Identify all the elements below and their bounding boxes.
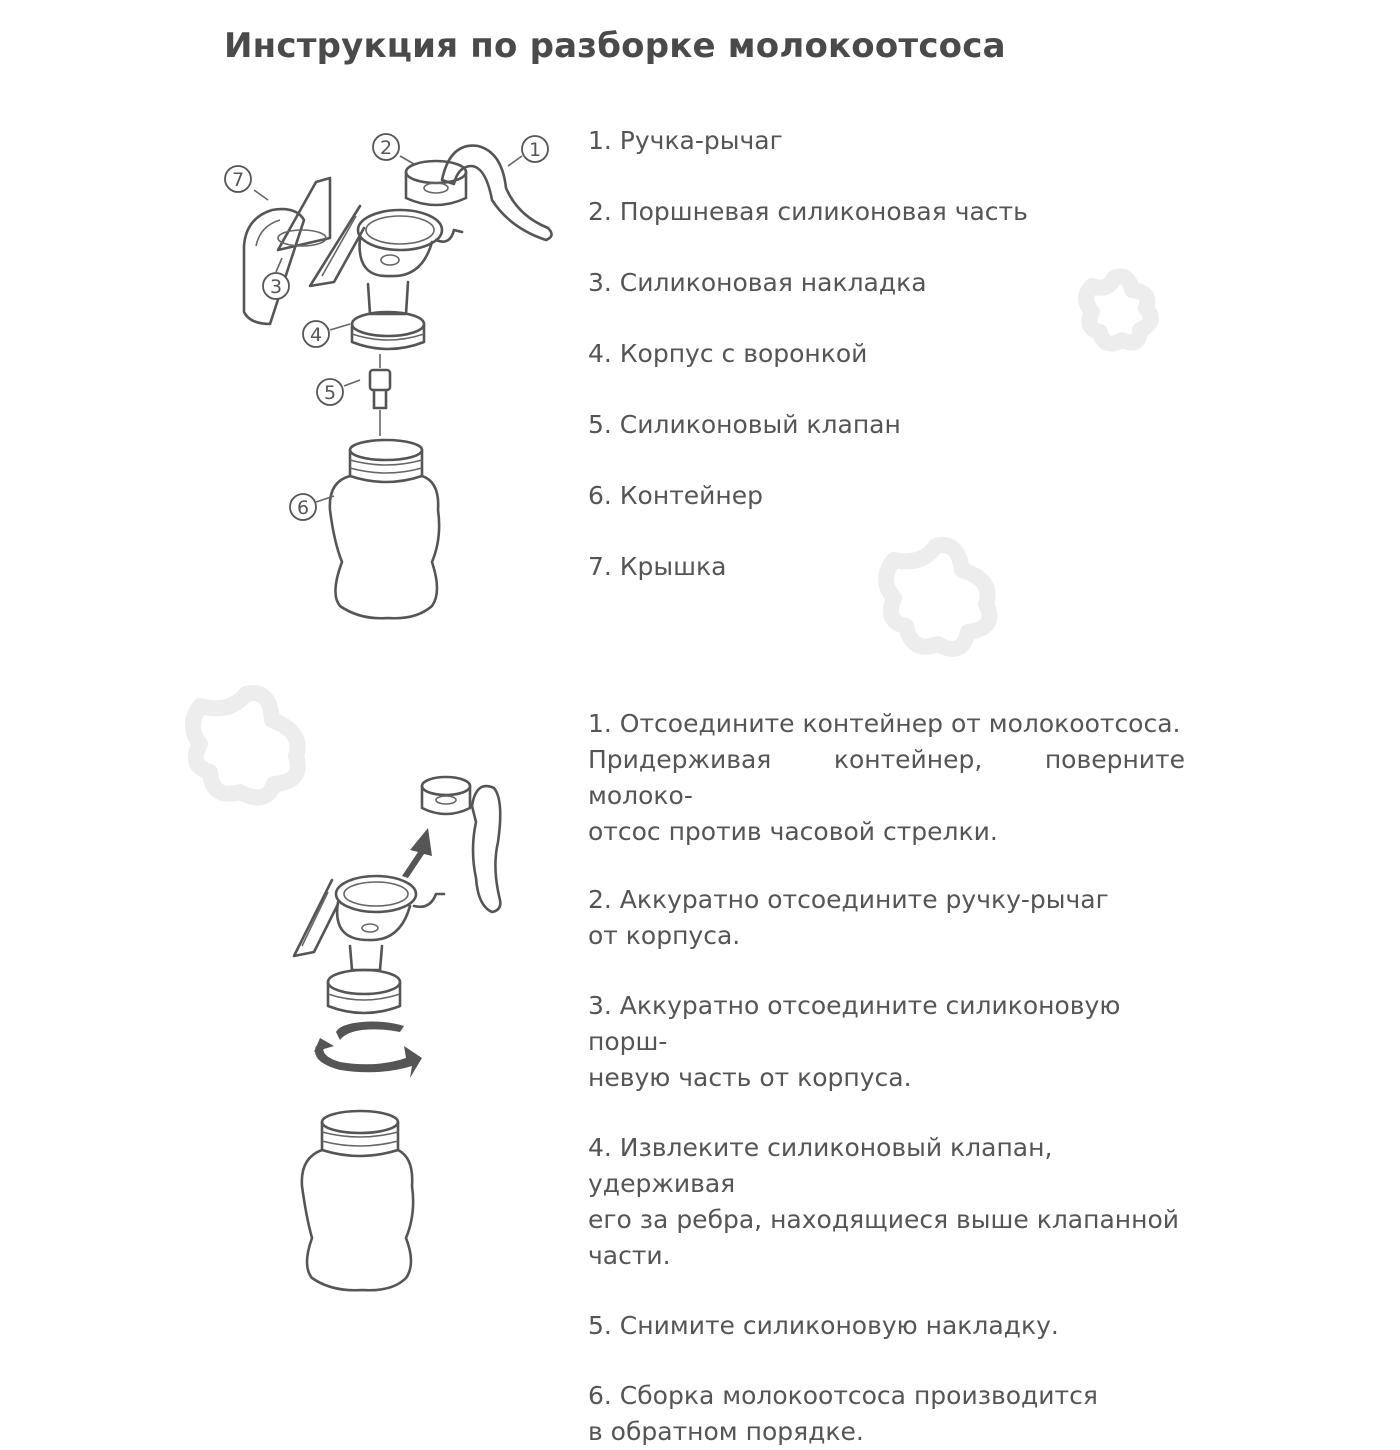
step-1-line: 1. Отсоедините контейнер от молокоотсоса. — [588, 709, 1181, 738]
svg-text:4: 4 — [309, 324, 323, 346]
step-6-line: в обратном порядке. — [588, 1417, 864, 1446]
step-1-line: отсос против часовой стрелки. — [588, 817, 998, 846]
svg-text:7: 7 — [231, 169, 245, 191]
parts-list-item: 6. Контейнер — [588, 481, 763, 510]
parts-list-item: 1. Ручка-рычаг — [588, 126, 783, 155]
step-4-line: его за ребра, находящиеся выше клапанной — [588, 1205, 1180, 1234]
step-4 — [588, 1130, 1185, 1274]
step-2-line: 2. Аккуратно отсоедините ручку-рычаг — [588, 885, 1109, 914]
star-decoration-right-small — [1086, 277, 1151, 344]
step-3 — [588, 988, 1185, 1096]
svg-text:5: 5 — [323, 382, 337, 404]
silicone-cushion-drawing — [278, 178, 330, 250]
step-2 — [588, 882, 1185, 954]
svg-text:1: 1 — [528, 139, 542, 161]
container-detached-drawing — [302, 1111, 413, 1290]
callout-badge-4 — [303, 321, 329, 347]
callout-badge-2 — [373, 134, 399, 160]
step-1-line: Придерживая контейнер, поверните молоко- — [588, 745, 1185, 810]
step-1 — [588, 706, 1185, 850]
container-drawing — [330, 440, 439, 618]
step-6 — [588, 1378, 1185, 1450]
callout-badge-6 — [290, 494, 316, 520]
page-title: Инструкция по разборке молокоотсоса — [224, 26, 1006, 66]
funnel-body-drawing — [310, 206, 462, 349]
svg-text:2: 2 — [379, 137, 393, 159]
svg-text:6: 6 — [296, 497, 310, 519]
parts-list — [588, 124, 1028, 621]
piston-part-drawing — [406, 161, 466, 205]
step-5-line: 5. Снимите силиконовую накладку. — [588, 1311, 1059, 1340]
rotate-counterclockwise-icon — [314, 1022, 422, 1079]
disassembly-steps — [588, 706, 1185, 1450]
funnel-body-attached-drawing — [294, 876, 444, 1013]
callout-leaders — [254, 156, 522, 502]
callout-badge-1 — [522, 136, 548, 162]
svg-text:3: 3 — [269, 276, 283, 298]
step-2-line: от корпуса. — [588, 921, 741, 950]
disassembly-diagram — [280, 770, 530, 1300]
arrow-up-icon — [402, 828, 432, 878]
callout-badge-3 — [263, 273, 289, 299]
lever-handle-removed-drawing — [422, 777, 500, 912]
valve-drawing — [370, 354, 390, 436]
parts-list-item: 7. Крышка — [588, 552, 727, 581]
step-5 — [588, 1308, 1185, 1344]
parts-list-item: 4. Корпус с воронкой — [588, 339, 868, 368]
callout-badge-5 — [317, 379, 343, 405]
step-6-line: 6. Сборка молокоотсоса производится — [588, 1381, 1098, 1410]
parts-diagram — [210, 118, 570, 628]
cap-drawing — [244, 209, 304, 324]
parts-list-item: 5. Силиконовый клапан — [588, 410, 901, 439]
parts-list-item: 2. Поршневая силиконовая часть — [588, 197, 1028, 226]
step-4-line: части. — [588, 1241, 671, 1270]
parts-list-item: 3. Силиконовая накладка — [588, 268, 927, 297]
step-3-line: невую часть от корпуса. — [588, 1063, 912, 1092]
callout-badge-7 — [225, 166, 251, 192]
step-3-line: 3. Аккуратно отсоедините силиконовую порш- — [588, 991, 1121, 1056]
step-4-line: 4. Извлеките силиконовый клапан, удерживая — [588, 1133, 1053, 1198]
